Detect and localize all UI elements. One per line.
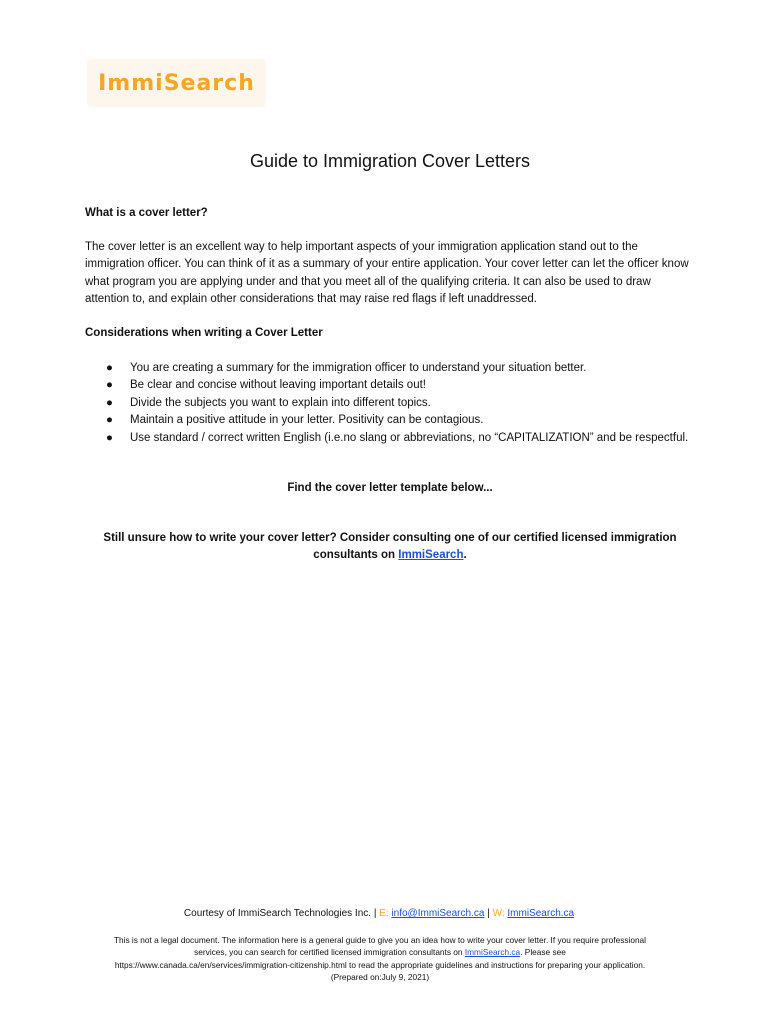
considerations-list: [85, 360, 688, 447]
email-label: E:: [379, 908, 389, 919]
cta-line-2: [0, 547, 768, 564]
list-item: [85, 430, 688, 447]
bullet-icon: ●: [106, 379, 113, 392]
list-item: [85, 377, 688, 394]
web-label: W:: [492, 908, 505, 919]
disclaimer-prefix: services, you can search for certified licensed immigration consultants on: [194, 947, 465, 958]
list-item: [85, 395, 688, 412]
cover-letter-description: The cover letter is an excellent way to help important aspects of your immigration application stand out to the immigration officer. You can think of it as a summary of your entire application. Your cover letter can let the officer know what program you are applying under and that you meet all of the qualifying criteria. It can also be used to draw attention to, and explain other considerations that may raise red flags if left unaddressed.: [85, 241, 689, 306]
list-item: [85, 412, 688, 429]
list-item-text: Use standard / correct written English (i.e.no slang or abbreviations, no “CAPITALIZATION” and be respectful.: [130, 431, 689, 444]
section-heading-considerations: Considerations when writing a Cover Letter: [85, 327, 323, 339]
page-title: Guide to Immigration Cover Letters: [249, 151, 531, 171]
immisearch-logo: [87, 59, 266, 107]
cta-prefix: consultants on: [313, 549, 399, 561]
bullet-icon: ●: [106, 414, 113, 427]
footer-courtesy: [0, 908, 758, 919]
footer-disclaimer: [85, 934, 675, 984]
list-item-text: Maintain a positive attitude in your letter. Positivity can be contagious.: [130, 414, 484, 427]
list-item: [85, 360, 688, 377]
website-link[interactable]: ImmiSearch.ca: [507, 908, 575, 919]
immisearch-link[interactable]: ImmiSearch: [398, 549, 464, 561]
email-link[interactable]: info@ImmiSearch.ca: [391, 908, 485, 919]
list-item-text: You are creating a summary for the immigration officer to understand your situation better.: [130, 362, 587, 374]
section-heading-what-is: What is a cover letter?: [85, 207, 208, 219]
disclaimer-line-2: [85, 946, 675, 958]
bullet-icon: ●: [106, 396, 113, 409]
prepared-date: (Prepared on:July 9, 2021): [330, 972, 430, 983]
bullet-icon: ●: [106, 431, 113, 444]
cta-line-1: Still unsure how to write your cover letter? Consider consulting one of our certified licensed immigration: [103, 532, 677, 544]
template-note: Find the cover letter template below...: [287, 482, 493, 494]
list-item-text: Be clear and concise without leaving important details out!: [130, 379, 426, 392]
courtesy-text: Courtesy of ImmiSearch Technologies Inc.: [183, 908, 372, 919]
logo-text: ImmiSearch: [98, 70, 255, 96]
bullet-icon: ●: [106, 362, 113, 374]
disclaimer-immisearch-link[interactable]: ImmiSearch.ca: [464, 947, 521, 958]
disclaimer-line-1: This is not a legal document. The information here is a general guide to give you an idea how to write your cover letter. If you require professional: [113, 935, 647, 945]
disclaimer-line-3: https://www.canada.ca/en/services/immigration-citizenship.html to read the appropriate guidelines and instructions for preparing your application.: [114, 959, 646, 970]
separator: |: [373, 908, 377, 919]
list-item-text: Divide the subjects you want to explain into different topics.: [130, 396, 431, 409]
separator: |: [487, 908, 490, 919]
disclaimer-suffix: . Please see: [520, 947, 566, 958]
cta-suffix: .: [463, 549, 467, 561]
